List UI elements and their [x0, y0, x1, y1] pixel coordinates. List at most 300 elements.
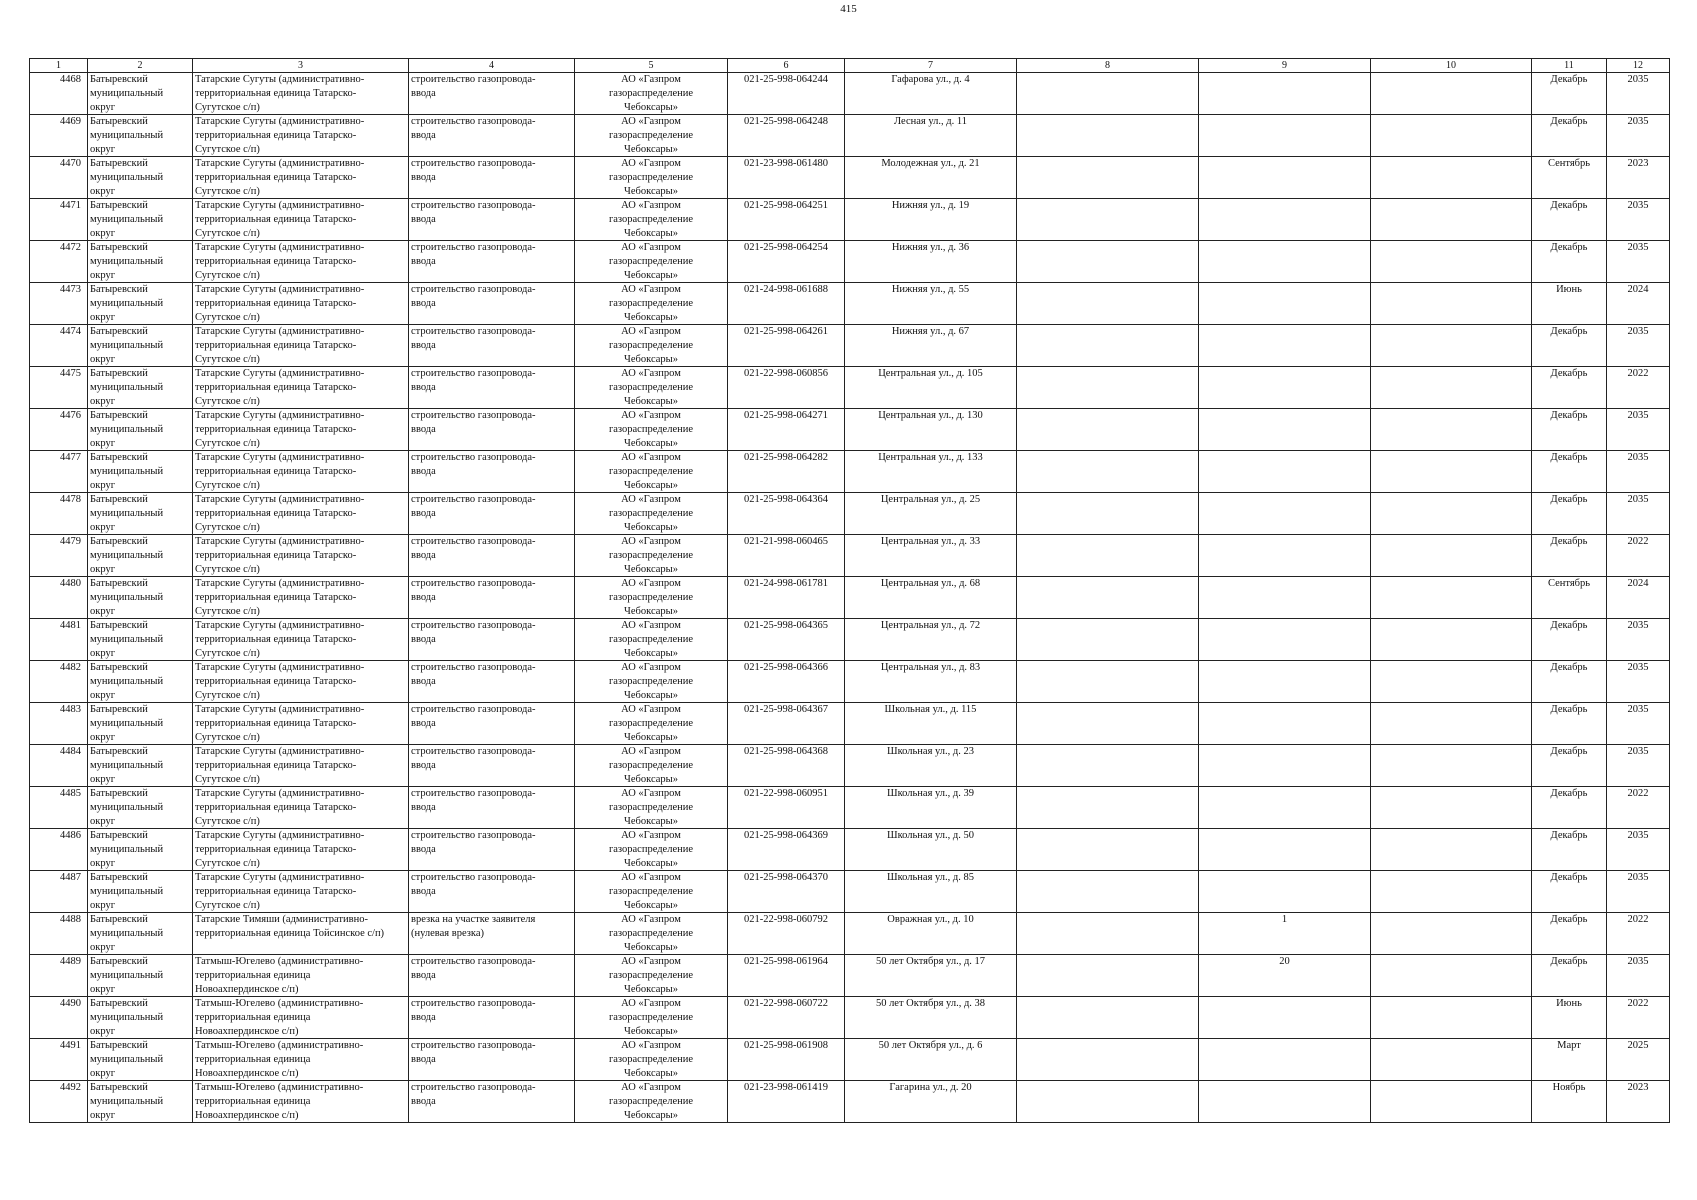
organization-cell: [575, 661, 728, 703]
settlement-line: территориальная единица Татарско-: [195, 508, 357, 519]
organization-cell: [575, 1039, 728, 1081]
district-line: округ: [90, 732, 116, 743]
year-cell: 2024: [1607, 283, 1670, 325]
object-code-cell: 021-25-998-064369: [728, 829, 845, 871]
column-9-cell: [1199, 1081, 1371, 1123]
year-cell: 2035: [1607, 325, 1670, 367]
object-code-cell: 021-25-998-061908: [728, 1039, 845, 1081]
row-number-cell: 4478: [30, 493, 88, 535]
object-code-cell: 021-25-998-064364: [728, 493, 845, 535]
settlement-line: Новоахпердинское с/п): [195, 1026, 299, 1037]
column-header-2: 2: [88, 59, 193, 73]
work-type-line: строительство газопровода-: [411, 452, 536, 463]
column-9-cell: 1: [1199, 913, 1371, 955]
table-row: [30, 577, 1670, 619]
column-9-cell: [1199, 997, 1371, 1039]
organization-cell: [575, 787, 728, 829]
district-cell: [88, 955, 193, 997]
column-header-4: 4: [409, 59, 575, 73]
organization-line: Чебоксары»: [624, 270, 678, 281]
district-line: муниципальный: [90, 592, 164, 603]
work-type-line: ввода: [411, 550, 436, 561]
column-9-cell: [1199, 73, 1371, 115]
work-type-cell: [409, 115, 575, 157]
organization-line: Чебоксары»: [624, 900, 678, 911]
address-cell: Центральная ул., д. 105: [845, 367, 1017, 409]
district-line: муниципальный: [90, 1012, 164, 1023]
work-type-line: ввода: [411, 634, 436, 645]
organization-cell: [575, 955, 728, 997]
month-cell: Декабрь: [1532, 703, 1607, 745]
organization-cell: [575, 493, 728, 535]
address-cell: Центральная ул., д. 33: [845, 535, 1017, 577]
column-9-cell: [1199, 115, 1371, 157]
district-cell: [88, 451, 193, 493]
settlement-line: Сугутское с/п): [195, 606, 260, 617]
organization-cell: [575, 997, 728, 1039]
work-type-cell: [409, 199, 575, 241]
organization-line: газораспределение: [608, 676, 694, 687]
settlement-line: Сугутское с/п): [195, 228, 260, 239]
column-10-cell: [1371, 283, 1532, 325]
work-type-line: строительство газопровода-: [411, 788, 536, 799]
organization-line: Чебоксары»: [624, 564, 678, 575]
year-cell: 2035: [1607, 199, 1670, 241]
district-line: Батыревский: [90, 788, 148, 799]
year-cell: 2035: [1607, 73, 1670, 115]
column-9-cell: [1199, 409, 1371, 451]
column-8-cell: [1017, 157, 1199, 199]
organization-line: АО «Газпром: [621, 830, 681, 841]
district-line: Батыревский: [90, 326, 148, 337]
table-row: [30, 787, 1670, 829]
column-8-cell: [1017, 703, 1199, 745]
organization-line: Чебоксары»: [624, 186, 678, 197]
column-9-cell: [1199, 241, 1371, 283]
work-type-cell: [409, 619, 575, 661]
table-row: [30, 619, 1670, 661]
work-type-line: строительство газопровода-: [411, 74, 536, 85]
district-line: округ: [90, 102, 116, 113]
column-10-cell: [1371, 535, 1532, 577]
row-number-cell: 4476: [30, 409, 88, 451]
organization-line: Чебоксары»: [624, 312, 678, 323]
work-type-line: строительство газопровода-: [411, 200, 536, 211]
settlement-line: территориальная единица Тойсинское с/п): [195, 928, 385, 939]
object-code-cell: 021-25-998-064254: [728, 241, 845, 283]
district-line: муниципальный: [90, 718, 164, 729]
work-type-cell: [409, 913, 575, 955]
district-cell: [88, 787, 193, 829]
organization-line: Чебоксары»: [624, 984, 678, 995]
row-number-cell: 4482: [30, 661, 88, 703]
organization-line: АО «Газпром: [621, 1082, 681, 1093]
table-row: [30, 199, 1670, 241]
settlement-line: Татарские Сугуты (административно-: [195, 620, 365, 631]
work-type-line: ввода: [411, 172, 436, 183]
settlement-line: территориальная единица Татарско-: [195, 424, 357, 435]
organization-line: АО «Газпром: [621, 242, 681, 253]
work-type-line: ввода: [411, 466, 436, 477]
year-cell: 2035: [1607, 115, 1670, 157]
table-row: [30, 73, 1670, 115]
organization-line: АО «Газпром: [621, 452, 681, 463]
district-cell: [88, 1039, 193, 1081]
district-line: округ: [90, 984, 116, 995]
column-header-9: 9: [1199, 59, 1371, 73]
district-cell: [88, 367, 193, 409]
district-line: округ: [90, 228, 116, 239]
district-line: муниципальный: [90, 970, 164, 981]
district-cell: [88, 577, 193, 619]
organization-line: газораспределение: [608, 802, 694, 813]
organization-cell: [575, 115, 728, 157]
district-line: муниципальный: [90, 844, 164, 855]
settlement-line: Сугутское с/п): [195, 774, 260, 785]
column-header-6: 6: [728, 59, 845, 73]
settlement-line: территориальная единица Татарско-: [195, 718, 357, 729]
work-type-line: ввода: [411, 886, 436, 897]
district-cell: [88, 619, 193, 661]
month-cell: Декабрь: [1532, 913, 1607, 955]
column-8-cell: [1017, 451, 1199, 493]
row-number-cell: 4469: [30, 115, 88, 157]
work-type-line: строительство газопровода-: [411, 242, 536, 253]
work-type-line: строительство газопровода-: [411, 746, 536, 757]
district-cell: [88, 829, 193, 871]
table-row: [30, 325, 1670, 367]
work-type-line: ввода: [411, 802, 436, 813]
work-type-line: строительство газопровода-: [411, 494, 536, 505]
district-cell: [88, 241, 193, 283]
column-10-cell: [1371, 367, 1532, 409]
work-type-cell: [409, 577, 575, 619]
work-type-line: (нулевая врезка): [411, 928, 484, 939]
district-line: Батыревский: [90, 158, 148, 169]
settlement-line: Татарские Сугуты (административно-: [195, 704, 365, 715]
month-cell: Декабрь: [1532, 493, 1607, 535]
object-code-cell: 021-25-998-064251: [728, 199, 845, 241]
work-type-line: строительство газопровода-: [411, 284, 536, 295]
year-cell: 2035: [1607, 493, 1670, 535]
table-row: [30, 367, 1670, 409]
organization-cell: [575, 409, 728, 451]
organization-line: Чебоксары»: [624, 228, 678, 239]
district-line: Батыревский: [90, 200, 148, 211]
row-number-cell: 4487: [30, 871, 88, 913]
year-cell: 2035: [1607, 955, 1670, 997]
work-type-line: ввода: [411, 382, 436, 393]
district-line: округ: [90, 312, 116, 323]
settlement-line: Сугутское с/п): [195, 900, 260, 911]
district-line: Батыревский: [90, 956, 148, 967]
year-cell: 2035: [1607, 619, 1670, 661]
settlement-line: Татмыш-Югелево (административно-: [195, 1040, 364, 1051]
object-code-cell: 021-23-998-061419: [728, 1081, 845, 1123]
settlement-line: Татмыш-Югелево (административно-: [195, 1082, 364, 1093]
work-type-line: ввода: [411, 88, 436, 99]
district-line: муниципальный: [90, 340, 164, 351]
column-8-cell: [1017, 577, 1199, 619]
settlement-cell: [193, 493, 409, 535]
settlement-line: территориальная единица Татарско-: [195, 760, 357, 771]
district-line: муниципальный: [90, 802, 164, 813]
settlement-line: территориальная единица Татарско-: [195, 88, 357, 99]
column-10-cell: [1371, 871, 1532, 913]
column-8-cell: [1017, 535, 1199, 577]
year-cell: 2035: [1607, 451, 1670, 493]
object-code-cell: 021-22-998-060951: [728, 787, 845, 829]
row-number-cell: 4471: [30, 199, 88, 241]
column-10-cell: [1371, 829, 1532, 871]
address-cell: Центральная ул., д. 68: [845, 577, 1017, 619]
column-8-cell: [1017, 73, 1199, 115]
district-line: округ: [90, 1110, 116, 1121]
organization-cell: [575, 199, 728, 241]
organization-line: Чебоксары»: [624, 522, 678, 533]
settlement-cell: [193, 745, 409, 787]
district-cell: [88, 73, 193, 115]
column-header-11: 11: [1532, 59, 1607, 73]
settlement-line: Сугутское с/п): [195, 690, 260, 701]
settlement-line: Татарские Сугуты (административно-: [195, 452, 365, 463]
organization-line: Чебоксары»: [624, 102, 678, 113]
settlement-cell: [193, 661, 409, 703]
page-number: 415: [840, 3, 857, 15]
work-type-line: ввода: [411, 970, 436, 981]
district-cell: [88, 1081, 193, 1123]
column-10-cell: [1371, 997, 1532, 1039]
column-9-cell: [1199, 367, 1371, 409]
object-code-cell: 021-25-998-064366: [728, 661, 845, 703]
column-10-cell: [1371, 1039, 1532, 1081]
row-number-cell: 4483: [30, 703, 88, 745]
column-9-cell: [1199, 157, 1371, 199]
work-type-cell: [409, 241, 575, 283]
organization-line: Чебоксары»: [624, 396, 678, 407]
settlement-line: Татарские Сугуты (административно-: [195, 326, 365, 337]
organization-line: АО «Газпром: [621, 158, 681, 169]
column-9-cell: [1199, 283, 1371, 325]
column-header-5: 5: [575, 59, 728, 73]
settlement-line: территориальная единица Татарско-: [195, 214, 357, 225]
settlement-line: Татмыш-Югелево (административно-: [195, 998, 364, 1009]
settlement-line: Татарские Тимяши (административно-: [195, 914, 368, 925]
district-line: округ: [90, 816, 116, 827]
column-8-cell: [1017, 409, 1199, 451]
district-line: муниципальный: [90, 1054, 164, 1065]
settlement-line: Сугутское с/п): [195, 312, 260, 323]
settlement-line: Татарские Сугуты (административно-: [195, 74, 365, 85]
settlement-line: территориальная единица: [195, 970, 311, 981]
organization-line: АО «Газпром: [621, 914, 681, 925]
work-type-line: строительство газопровода-: [411, 830, 536, 841]
settlement-cell: [193, 325, 409, 367]
organization-line: АО «Газпром: [621, 74, 681, 85]
district-line: муниципальный: [90, 256, 164, 267]
settlement-cell: [193, 913, 409, 955]
organization-cell: [575, 157, 728, 199]
organization-line: Чебоксары»: [624, 774, 678, 785]
column-8-cell: [1017, 493, 1199, 535]
column-10-cell: [1371, 955, 1532, 997]
settlement-line: Сугутское с/п): [195, 396, 260, 407]
year-cell: 2035: [1607, 409, 1670, 451]
row-number-cell: 4485: [30, 787, 88, 829]
settlement-line: Сугутское с/п): [195, 354, 260, 365]
month-cell: Декабрь: [1532, 115, 1607, 157]
work-type-line: строительство газопровода-: [411, 410, 536, 421]
object-code-cell: 021-25-998-064282: [728, 451, 845, 493]
work-type-line: строительство газопровода-: [411, 1082, 536, 1093]
settlement-line: территориальная единица Татарско-: [195, 172, 357, 183]
settlement-line: территориальная единица Татарско-: [195, 466, 357, 477]
settlement-line: Новоахпердинское с/п): [195, 1110, 299, 1121]
table-row: [30, 661, 1670, 703]
column-9-cell: [1199, 661, 1371, 703]
column-8-cell: [1017, 367, 1199, 409]
district-line: муниципальный: [90, 88, 164, 99]
column-9-cell: [1199, 745, 1371, 787]
address-cell: Нижняя ул., д. 19: [845, 199, 1017, 241]
settlement-line: территориальная единица Татарско-: [195, 256, 357, 267]
work-type-cell: [409, 493, 575, 535]
column-8-cell: [1017, 619, 1199, 661]
district-line: Батыревский: [90, 914, 148, 925]
organization-line: АО «Газпром: [621, 662, 681, 673]
organization-line: газораспределение: [608, 214, 694, 225]
column-9-cell: [1199, 199, 1371, 241]
organization-line: АО «Газпром: [621, 998, 681, 1009]
year-cell: 2035: [1607, 745, 1670, 787]
row-number-cell: 4491: [30, 1039, 88, 1081]
district-line: Батыревский: [90, 830, 148, 841]
work-type-line: строительство газопровода-: [411, 704, 536, 715]
month-cell: Июнь: [1532, 283, 1607, 325]
month-cell: Декабрь: [1532, 325, 1607, 367]
address-cell: 50 лет Октября ул., д. 17: [845, 955, 1017, 997]
year-cell: 2035: [1607, 829, 1670, 871]
month-cell: Декабрь: [1532, 409, 1607, 451]
address-cell: Школьная ул., д. 85: [845, 871, 1017, 913]
column-10-cell: [1371, 1081, 1532, 1123]
column-8-cell: [1017, 661, 1199, 703]
column-8-cell: [1017, 745, 1199, 787]
settlement-line: Татарские Сугуты (административно-: [195, 116, 365, 127]
address-cell: Центральная ул., д. 83: [845, 661, 1017, 703]
organization-line: Чебоксары»: [624, 732, 678, 743]
year-cell: 2023: [1607, 157, 1670, 199]
column-9-cell: [1199, 829, 1371, 871]
table-row: [30, 955, 1670, 997]
row-number-cell: 4484: [30, 745, 88, 787]
work-type-line: строительство газопровода-: [411, 578, 536, 589]
district-line: округ: [90, 858, 116, 869]
address-cell: Нижняя ул., д. 55: [845, 283, 1017, 325]
organization-line: газораспределение: [608, 172, 694, 183]
organization-line: газораспределение: [608, 970, 694, 981]
column-9-cell: [1199, 493, 1371, 535]
district-line: округ: [90, 522, 116, 533]
organization-line: Чебоксары»: [624, 1110, 678, 1121]
column-10-cell: [1371, 157, 1532, 199]
settlement-cell: [193, 787, 409, 829]
organization-line: газораспределение: [608, 88, 694, 99]
settlement-cell: [193, 535, 409, 577]
organization-line: АО «Газпром: [621, 536, 681, 547]
district-cell: [88, 493, 193, 535]
district-line: Батыревский: [90, 242, 148, 253]
table-row: [30, 535, 1670, 577]
row-number-cell: 4481: [30, 619, 88, 661]
organization-line: газораспределение: [608, 1096, 694, 1107]
district-cell: [88, 283, 193, 325]
settlement-line: территориальная единица Татарско-: [195, 634, 357, 645]
district-cell: [88, 913, 193, 955]
organization-line: газораспределение: [608, 424, 694, 435]
organization-line: газораспределение: [608, 760, 694, 771]
settlement-cell: [193, 703, 409, 745]
organization-line: АО «Газпром: [621, 494, 681, 505]
settlement-line: Татарские Сугуты (административно-: [195, 494, 365, 505]
organization-line: газораспределение: [608, 340, 694, 351]
object-code-cell: 021-25-998-064244: [728, 73, 845, 115]
settlement-line: территориальная единица Татарско-: [195, 298, 357, 309]
work-type-cell: [409, 955, 575, 997]
district-line: Батыревский: [90, 746, 148, 757]
work-type-line: строительство газопровода-: [411, 662, 536, 673]
settlement-line: территориальная единица Татарско-: [195, 844, 357, 855]
district-line: округ: [90, 354, 116, 365]
organization-line: АО «Газпром: [621, 746, 681, 757]
column-8-cell: [1017, 871, 1199, 913]
address-cell: Центральная ул., д. 133: [845, 451, 1017, 493]
row-number-cell: 4470: [30, 157, 88, 199]
column-9-cell: [1199, 325, 1371, 367]
table-row: [30, 1081, 1670, 1123]
district-cell: [88, 661, 193, 703]
organization-cell: [575, 367, 728, 409]
district-line: Батыревский: [90, 998, 148, 1009]
district-line: Батыревский: [90, 1082, 148, 1093]
district-line: округ: [90, 270, 116, 281]
address-cell: Овражная ул., д. 10: [845, 913, 1017, 955]
work-type-cell: [409, 283, 575, 325]
organization-line: АО «Газпром: [621, 200, 681, 211]
work-type-line: ввода: [411, 1096, 436, 1107]
object-code-cell: 021-22-998-060856: [728, 367, 845, 409]
address-cell: Центральная ул., д. 72: [845, 619, 1017, 661]
settlement-line: Татарские Сугуты (административно-: [195, 830, 365, 841]
column-10-cell: [1371, 199, 1532, 241]
column-8-cell: [1017, 283, 1199, 325]
settlement-line: территориальная единица Татарско-: [195, 592, 357, 603]
work-type-line: строительство газопровода-: [411, 1040, 536, 1051]
object-code-cell: 021-22-998-060722: [728, 997, 845, 1039]
settlement-line: Сугутское с/п): [195, 480, 260, 491]
work-type-line: ввода: [411, 508, 436, 519]
year-cell: 2023: [1607, 1081, 1670, 1123]
district-line: муниципальный: [90, 634, 164, 645]
table-row: [30, 241, 1670, 283]
settlement-line: Сугутское с/п): [195, 186, 260, 197]
address-cell: Нижняя ул., д. 67: [845, 325, 1017, 367]
district-line: Батыревский: [90, 662, 148, 673]
column-10-cell: [1371, 115, 1532, 157]
settlement-cell: [193, 157, 409, 199]
organization-line: Чебоксары»: [624, 438, 678, 449]
district-line: муниципальный: [90, 676, 164, 687]
